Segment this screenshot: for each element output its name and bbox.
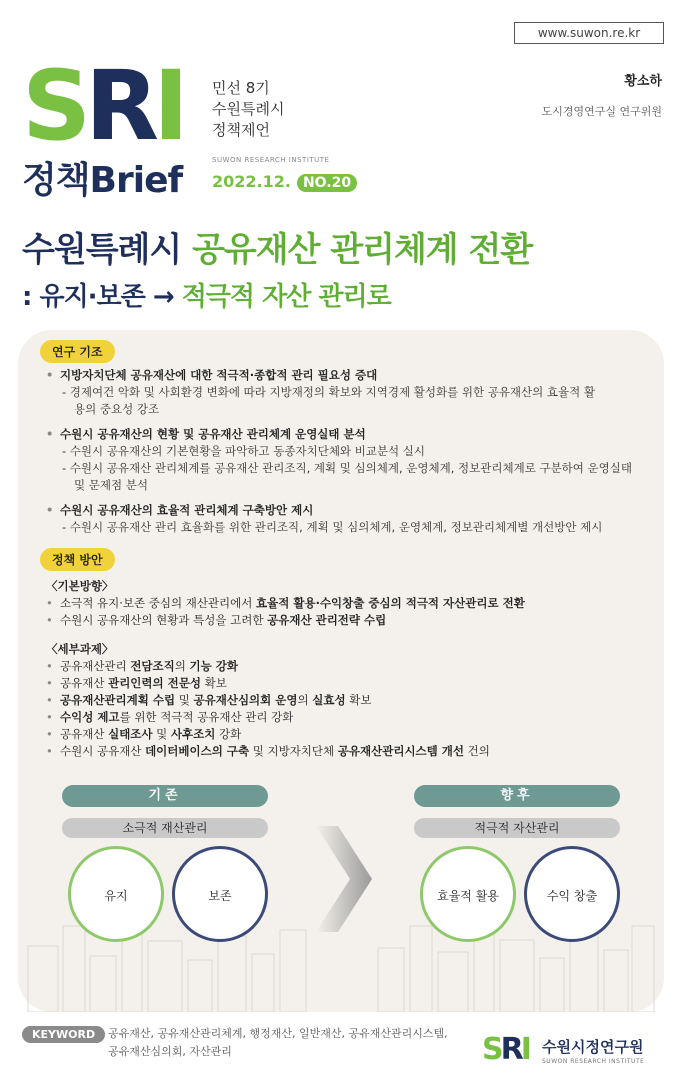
detail-item-4: • 수익성 제고를 위한 적극적 공유재산 관리 강화	[46, 709, 646, 726]
issue-date: 2022.12. NO.20	[212, 172, 357, 192]
transition-arrow-icon	[316, 826, 372, 932]
basic-item-1: • 소극적 유지·보존 중심의 재산관리에서 효율적 활용·수익창출 중심의 적극적 자산관리로 전환	[46, 595, 646, 612]
basic-item-2: • 수원시 공유재산의 현황과 특성을 고려한 공유재산 관리전략 수립	[46, 612, 646, 629]
before-header: 기존	[62, 785, 268, 807]
after-circle-revenue: 수익 창출	[524, 846, 620, 942]
after-subheader: 적극적 자산관리	[414, 818, 620, 838]
author-name: 황소하	[624, 74, 662, 89]
after-header: 향후	[414, 785, 620, 807]
institute-name-en-footer: SUWON RESEARCH INSTITUTE	[542, 1058, 645, 1065]
sri-footer-mark: SRI	[482, 1032, 529, 1067]
basic-direction-title: 〈기본방향〉	[46, 579, 114, 593]
page-subtitle: : 유지·보존 → 적극적 자산 관리로	[22, 282, 391, 312]
detail-item-6: • 수원시 공유재산 데이터베이스의 구축 및 지방자치단체 공유재산관리시스템 개선 건의	[46, 743, 646, 760]
edition-info: 민선 8기 수원특례시 정책제언	[212, 79, 285, 139]
detail-item-3: • 공유재산관리계획 수립 및 공유재산심의회 운영의 실효성 확보	[46, 692, 646, 709]
institute-name: 수원시정연구원	[542, 1038, 644, 1056]
author-block	[542, 70, 662, 119]
issue-number-badge: NO.20	[297, 174, 357, 192]
brief-wordmark: 정책Brief	[22, 160, 183, 201]
research-bullet-1: • 지방자치단체 공유재산에 대한 적극적·종합적 관리 필요성 증대	[46, 367, 646, 384]
research-bullet-2: • 수원시 공유재산의 현황 및 공유재산 관리체계 운영실태 분석	[46, 426, 646, 443]
keyword-list: 공유재산, 공유재산관리체계, 행정재산, 일반재산, 공유재산관리시스템, 공유재산심의회, 자산관리	[108, 1027, 448, 1058]
sri-logo	[22, 50, 183, 203]
detail-tasks-title: 〈세부과제〉	[46, 642, 114, 656]
research-section: • 지방자치단체 공유재산에 대한 적극적·종합적 관리 필요성 증대 - 경제여건 악화 및 사회환경 변화에 따라 지방재정의 확보와 지역경제 활성화를 위한 공유재산의 효율적 활용의 중요성 강조 • 수원시 공유재산의 현황 및 공유재산 관리체계 운영실태 분석 - 수원시 공유재산의 기본현황을 파악하고 동종자치단체와 비교분석 실시 - 수원시 공유재산 관리체계를 공유재산 관리조직, 계획 및 심의체계, 운영체계, 정보관리체계로 구분하여 운영실태 및 문제점 분석 • 수원시 공유재산의 효율적 관리체계 구축방안 제시 - 수원시 공유재산 관리 효율화를 위한 관리조직, 계획 및 심의체계, 운영체계, 정보관리체계별 개선방안 제시	[46, 367, 646, 536]
sri-wordmark: SRI	[22, 50, 183, 162]
policy-label: 정책 방안	[40, 548, 115, 571]
institute-name-en: SUWON RESEARCH INSTITUTE	[212, 156, 330, 164]
detail-item-5: • 공유재산 실태조사 및 사후조치 강화	[46, 726, 646, 743]
research-label: 연구 기조	[40, 340, 115, 363]
after-circle-efficient-use: 효율적 활용	[420, 846, 516, 942]
institute-logo	[482, 1032, 662, 1072]
detail-item-2: • 공유재산 관리인력의 전문성 확보	[46, 675, 646, 692]
policy-section	[46, 576, 646, 760]
before-subheader: 소극적 재산관리	[62, 818, 268, 838]
keyword-label: KEYWORD	[22, 1026, 105, 1043]
detail-item-1: • 공유재산관리 전담조직의 기능 강화	[46, 658, 646, 675]
before-circle-maintain: 유지	[68, 846, 164, 942]
page-title: 수원특례시 공유재산 관리체계 전환	[22, 230, 533, 270]
research-bullet-3: • 수원시 공유재산의 효율적 관리체계 구축방안 제시	[46, 502, 646, 519]
author-role: 도시경영연구실 연구위원	[541, 105, 662, 118]
website-url[interactable]: www.suwon.re.kr	[514, 22, 664, 44]
before-circle-preserve: 보존	[172, 846, 268, 942]
